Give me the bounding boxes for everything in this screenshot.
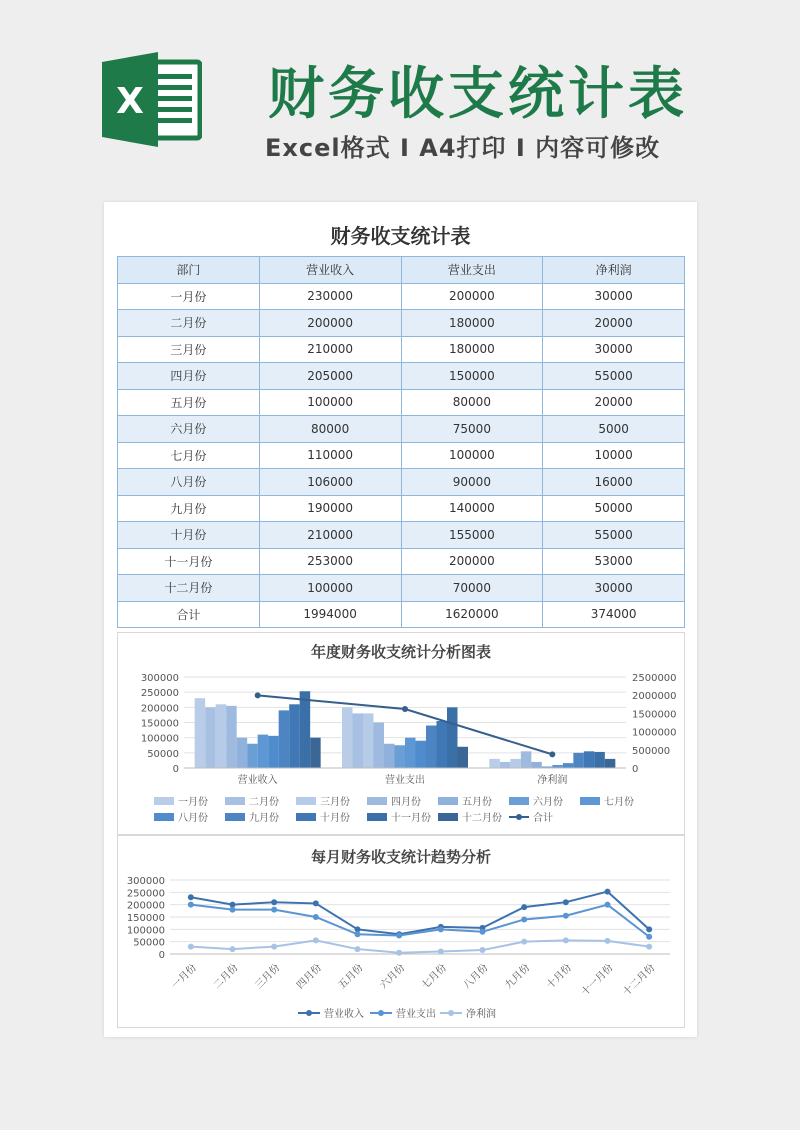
legend-label: 九月份	[249, 813, 279, 824]
legend-swatch	[367, 813, 387, 821]
legend-label: 四月份	[391, 797, 421, 808]
x-category-label: 三月份	[253, 962, 283, 992]
row-label-cell: 二月份	[118, 310, 260, 337]
value-cell: 30000	[543, 283, 685, 310]
x-category-label: 十一月份	[579, 962, 616, 999]
y-tick-label: 0	[158, 950, 165, 961]
series-point	[396, 950, 402, 956]
legend-label: 五月份	[462, 797, 492, 808]
table-row	[118, 283, 685, 310]
value-cell: 55000	[543, 522, 685, 549]
table-row	[118, 522, 685, 549]
x-category-label: 营业支出	[385, 775, 425, 786]
table-row	[118, 575, 685, 602]
line-chart-title: 每月财务收支统计趋势分析	[310, 848, 491, 866]
value-cell: 110000	[259, 442, 401, 469]
value-cell: 230000	[259, 283, 401, 310]
series-point	[646, 944, 652, 950]
bar	[489, 759, 500, 768]
value-cell: 180000	[401, 336, 543, 363]
bar	[510, 759, 521, 768]
bar	[258, 735, 269, 768]
legend-label: 十月份	[320, 813, 350, 824]
value-cell: 53000	[543, 548, 685, 575]
column-header: 部门	[118, 257, 260, 284]
page-subtitle: Excel格式 I A4打印 I 内容可修改	[265, 134, 661, 162]
value-cell: 80000	[259, 416, 401, 443]
series-point	[480, 947, 486, 953]
document-sheet	[104, 202, 697, 1037]
bar	[342, 707, 353, 768]
bar	[416, 741, 427, 768]
bar	[279, 710, 290, 768]
legend-label: 净利润	[466, 1009, 496, 1020]
series-point	[438, 926, 444, 932]
legend-swatch	[225, 813, 245, 821]
legend-swatch	[580, 797, 600, 805]
y-tick-label: 100000	[140, 733, 179, 745]
value-cell: 210000	[259, 522, 401, 549]
series-line	[191, 892, 649, 935]
total-value-cell: 1994000	[259, 601, 401, 628]
x-category-label: 一月份	[169, 962, 199, 992]
total-label-cell: 合计	[118, 601, 260, 628]
value-cell: 70000	[401, 575, 543, 602]
legend-label: 合计	[533, 813, 553, 824]
bar	[437, 721, 448, 768]
legend-swatch	[367, 797, 387, 805]
value-cell: 30000	[543, 336, 685, 363]
series-point	[521, 939, 527, 945]
y2-tick-label: 0	[632, 764, 639, 775]
table-row	[118, 548, 685, 575]
y-tick-label: 150000	[126, 913, 165, 924]
series-line	[191, 905, 649, 937]
x-category-label: 七月份	[419, 962, 449, 992]
series-point	[605, 889, 611, 895]
value-cell: 200000	[401, 283, 543, 310]
bar	[226, 706, 237, 768]
legend-label: 十二月份	[462, 813, 502, 824]
y-tick-label: 50000	[133, 937, 165, 949]
series-point	[188, 944, 194, 950]
x-category-label: 四月份	[294, 962, 324, 992]
series-point	[563, 937, 569, 943]
table-header-row	[118, 257, 685, 284]
row-label-cell: 一月份	[118, 283, 260, 310]
series-point	[438, 949, 444, 955]
bar	[247, 744, 258, 768]
row-label-cell: 十二月份	[118, 575, 260, 602]
y-tick-label: 200000	[140, 703, 179, 715]
series-point	[605, 902, 611, 908]
page-title: 财务收支统计表	[268, 62, 688, 127]
table-row	[118, 442, 685, 469]
bar	[447, 707, 458, 768]
value-cell: 90000	[401, 469, 543, 496]
series-point	[355, 931, 361, 937]
annual-bar-chart	[117, 632, 685, 835]
value-cell: 10000	[543, 442, 685, 469]
bar	[605, 759, 616, 768]
series-point	[271, 899, 277, 905]
legend-line-marker	[306, 1010, 312, 1016]
legend-label: 六月份	[533, 797, 563, 808]
legend-label: 营业收入	[324, 1009, 364, 1020]
value-cell: 20000	[543, 310, 685, 337]
value-cell: 155000	[401, 522, 543, 549]
bar	[395, 745, 406, 768]
value-cell: 205000	[259, 363, 401, 390]
series-line	[191, 940, 649, 952]
series-point	[313, 914, 319, 920]
bar	[289, 704, 300, 768]
value-cell: 253000	[259, 548, 401, 575]
legend-swatch	[154, 797, 174, 805]
series-point	[230, 907, 236, 913]
y-tick-label: 300000	[126, 876, 165, 887]
value-cell: 150000	[401, 363, 543, 390]
legend-swatch	[154, 813, 174, 821]
total-value-cell: 374000	[543, 601, 685, 628]
table-row	[118, 310, 685, 337]
bar	[594, 752, 605, 768]
y-tick-label: 150000	[140, 718, 179, 730]
bar	[310, 738, 321, 768]
y2-tick-label: 2500000	[632, 673, 677, 684]
column-header: 营业支出	[401, 257, 543, 284]
column-header: 营业收入	[259, 257, 401, 284]
bar	[521, 751, 532, 768]
value-cell: 75000	[401, 416, 543, 443]
bar	[405, 738, 416, 768]
bar	[300, 691, 311, 768]
bar	[563, 763, 574, 768]
legend-label: 十一月份	[391, 813, 431, 824]
series-point	[313, 900, 319, 906]
series-point	[563, 913, 569, 919]
table-total-row	[118, 601, 685, 628]
value-cell: 140000	[401, 495, 543, 522]
legend-swatch	[225, 797, 245, 805]
x-category-label: 营业收入	[237, 775, 278, 786]
y-tick-label: 100000	[126, 925, 165, 937]
row-label-cell: 四月份	[118, 363, 260, 390]
series-point	[605, 938, 611, 944]
y2-tick-label: 1500000	[632, 709, 677, 721]
legend-label: 七月份	[604, 797, 634, 808]
y-tick-label: 250000	[126, 888, 165, 900]
value-cell: 106000	[259, 469, 401, 496]
value-cell: 190000	[259, 495, 401, 522]
x-category-label: 八月份	[461, 962, 491, 992]
value-cell: 20000	[543, 389, 685, 416]
bar	[531, 762, 542, 768]
bar	[458, 747, 469, 768]
value-cell: 55000	[543, 363, 685, 390]
row-label-cell: 六月份	[118, 416, 260, 443]
value-cell: 200000	[259, 310, 401, 337]
series-point	[521, 904, 527, 910]
bar	[374, 723, 385, 769]
legend-swatch	[296, 813, 316, 821]
value-cell: 50000	[543, 495, 685, 522]
value-cell: 210000	[259, 336, 401, 363]
bar-chart-svg	[118, 633, 684, 834]
value-cell: 80000	[401, 389, 543, 416]
row-label-cell: 五月份	[118, 389, 260, 416]
value-cell: 100000	[401, 442, 543, 469]
bar	[205, 707, 216, 768]
value-cell: 5000	[543, 416, 685, 443]
bar	[573, 753, 584, 768]
bar	[353, 713, 364, 768]
bar	[426, 726, 437, 768]
row-label-cell: 七月份	[118, 442, 260, 469]
x-category-label: 九月份	[503, 962, 533, 992]
table-row	[118, 416, 685, 443]
value-cell: 100000	[259, 575, 401, 602]
series-point	[230, 946, 236, 952]
total-value-cell: 1620000	[401, 601, 543, 628]
monthly-line-chart	[117, 835, 685, 1028]
table-row	[118, 389, 685, 416]
x-category-label: 净利润	[537, 775, 568, 786]
sheet-title: 财务收支统计表	[330, 224, 471, 248]
column-header: 净利润	[543, 257, 685, 284]
x-category-label: 十二月份	[621, 962, 658, 999]
series-point	[480, 929, 486, 935]
y-tick-label: 200000	[126, 900, 165, 912]
y2-tick-label: 2000000	[632, 691, 677, 703]
legend-swatch	[438, 813, 458, 821]
legend-label: 一月份	[178, 797, 208, 808]
row-label-cell: 八月份	[118, 469, 260, 496]
row-label-cell: 十一月份	[118, 548, 260, 575]
table-row	[118, 495, 685, 522]
bar	[584, 751, 595, 768]
y2-tick-label: 1000000	[632, 727, 677, 739]
y-tick-label: 250000	[140, 688, 179, 700]
x-category-label: 五月份	[336, 962, 366, 992]
bar-chart-title: 年度财务收支统计分析图表	[310, 643, 491, 661]
series-point	[646, 926, 652, 932]
legend-line-marker	[448, 1010, 454, 1016]
finance-table	[117, 256, 685, 628]
row-label-cell: 九月份	[118, 495, 260, 522]
x-category-label: 二月份	[211, 962, 241, 992]
excel-logo-icon	[102, 52, 202, 147]
series-point	[271, 907, 277, 913]
table-row	[118, 363, 685, 390]
series-point	[313, 937, 319, 943]
y-tick-label: 0	[172, 764, 179, 775]
series-point	[521, 916, 527, 922]
logo-letter: X	[116, 81, 144, 122]
series-point	[355, 946, 361, 952]
series-point	[271, 944, 277, 950]
legend-label: 二月份	[249, 797, 279, 808]
value-cell: 16000	[543, 469, 685, 496]
legend-line-marker	[378, 1010, 384, 1016]
legend-label: 八月份	[178, 813, 208, 824]
bar	[195, 698, 206, 768]
row-label-cell: 十月份	[118, 522, 260, 549]
x-category-label: 十月份	[544, 962, 574, 992]
series-point	[188, 894, 194, 900]
bar	[384, 744, 395, 768]
legend-swatch	[296, 797, 316, 805]
value-cell: 200000	[401, 548, 543, 575]
table-row	[118, 336, 685, 363]
legend-line-marker	[516, 814, 522, 820]
y-tick-label: 50000	[147, 748, 179, 760]
value-cell: 30000	[543, 575, 685, 602]
bar	[216, 704, 227, 768]
bar	[268, 736, 279, 768]
row-label-cell: 三月份	[118, 336, 260, 363]
line-chart-svg	[118, 836, 684, 1027]
value-cell: 100000	[259, 389, 401, 416]
bar	[363, 713, 374, 768]
series-point	[396, 933, 402, 939]
total-series-point	[255, 692, 261, 698]
bar	[500, 762, 511, 768]
y2-tick-label: 500000	[632, 745, 671, 757]
series-point	[188, 902, 194, 908]
bar	[237, 738, 248, 768]
series-point	[563, 899, 569, 905]
value-cell: 180000	[401, 310, 543, 337]
x-category-label: 六月份	[378, 962, 408, 992]
total-series-point	[549, 751, 555, 757]
series-point	[646, 934, 652, 940]
legend-swatch	[438, 797, 458, 805]
y-tick-label: 300000	[140, 673, 179, 684]
legend-label: 营业支出	[396, 1009, 436, 1020]
table-row	[118, 469, 685, 496]
total-series-point	[402, 706, 408, 712]
legend-swatch	[509, 797, 529, 805]
legend-label: 三月份	[320, 797, 350, 808]
